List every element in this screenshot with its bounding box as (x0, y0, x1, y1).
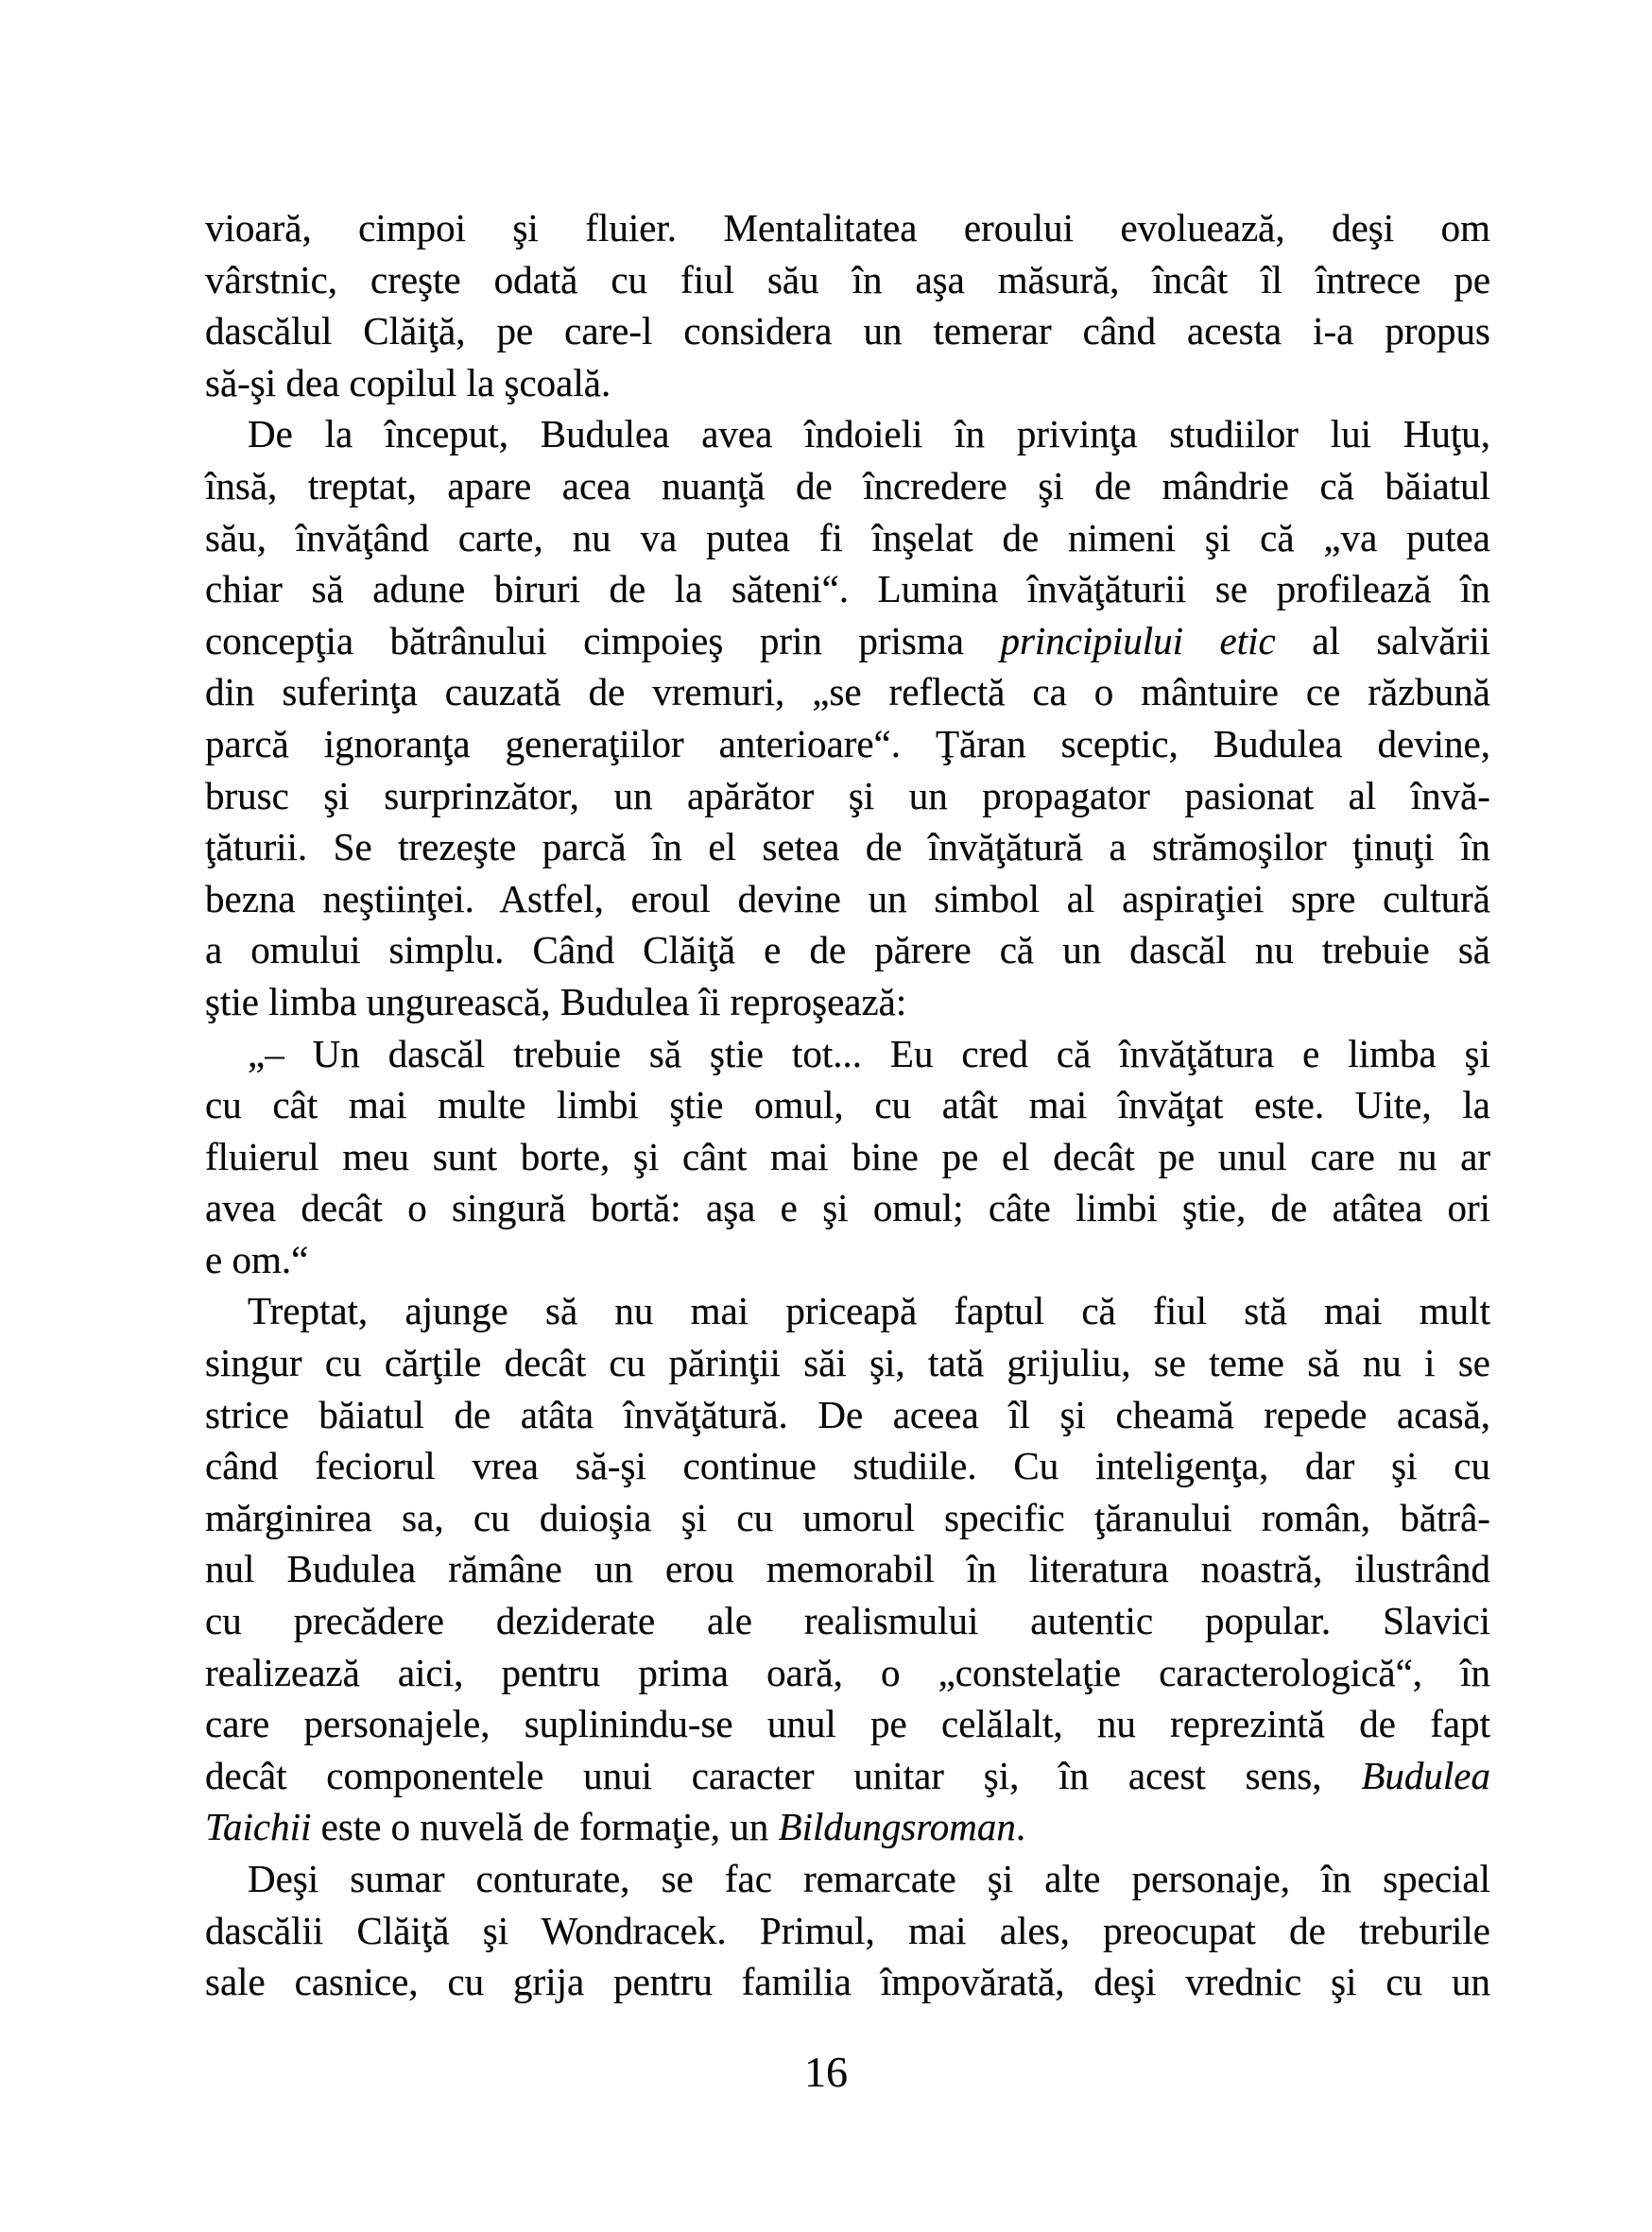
text-segment: ţăturii. Se trezeşte parcă în el setea de învăţătură a strămoşilor ţinuţi în (205, 825, 1491, 869)
text-line-content (205, 1599, 1490, 1642)
italic-text-segment: Bildungsroman (778, 1805, 1016, 1849)
text-segment: Deşi sumar conturate, se fac remarcate şi alte personaje, în special (248, 1857, 1490, 1900)
text-segment: cu precădere deziderate ale realismului autentic popular. Slavici (205, 1599, 1490, 1643)
text-line-content (205, 1754, 1490, 1797)
text-line (205, 1801, 1490, 1853)
text-line-content (205, 567, 1490, 610)
text-line-content (205, 825, 1490, 868)
text-segment: cu cât mai multe limbi ştie omul, cu atât mai învăţat este. Uite, la (205, 1083, 1490, 1127)
text-segment: decât componentele unui caracter unitar şi, în acest sens, (205, 1753, 1362, 1797)
text-line-content (205, 1805, 1025, 1848)
text-line-content (248, 1857, 1490, 1900)
text-line-content (205, 1547, 1490, 1590)
text-segment: este o nuvelă de formaţie, un (311, 1805, 779, 1849)
text-line (205, 1440, 1490, 1492)
text-line (205, 460, 1490, 512)
text-line (205, 615, 1490, 667)
text-line (205, 357, 1490, 409)
text-line-content (205, 206, 1490, 249)
text-segment: dascălii Clăiţă şi Wondracek. Primul, mai ales, preocupat de treburile (205, 1908, 1491, 1952)
text-line (205, 873, 1490, 925)
text-line (205, 1337, 1490, 1389)
text-line (205, 1079, 1490, 1131)
text-segment: fluierul meu sunt borte, şi cânt mai bine pe el decât pe unul care nu ar (205, 1134, 1491, 1178)
text-line (205, 1750, 1490, 1802)
text-segment: nul Budulea rămâne un erou memorabil în literatura noastră, ilustrând (205, 1547, 1491, 1591)
text-line (205, 1647, 1490, 1699)
text-line-content (205, 1960, 1490, 2003)
text-segment: ştie limba ungurească, Budulea îi reproşează: (205, 979, 907, 1023)
text-segment: e om.“ (205, 1237, 309, 1281)
text-line (205, 1182, 1490, 1234)
text-segment: Treptat, ajunge să nu mai priceapă faptul că fiul stă mai mult (248, 1289, 1490, 1333)
text-segment: vioară, cimpoi şi fluier. Mentalitatea eroului evoluează, deşi om (205, 206, 1490, 249)
text-line (205, 1285, 1490, 1337)
text-line (205, 718, 1490, 770)
text-segment: singur cu cărţile decât cu părinţii săi şi, tată grijuliu, se teme să nu i se (205, 1341, 1490, 1385)
text-line-content (205, 1341, 1490, 1384)
text-segment: De la început, Budulea avea îndoieli în privinţa studiilor lui Huţu, (248, 412, 1491, 456)
text-segment: concepţia bătrânului cimpoieş prin prisma (205, 618, 1001, 662)
text-line-content (205, 877, 1490, 920)
text-line (205, 1492, 1490, 1544)
text-line (205, 1389, 1490, 1441)
text-line-content (205, 258, 1490, 301)
text-segment: brusc şi surprinzător, un apărător şi un propagator pasionat al învă- (205, 773, 1490, 817)
text-line-content (205, 1083, 1490, 1126)
text-segment: realizează aici, pentru prima oară, o „constelaţie caracterologică“, în (205, 1650, 1491, 1694)
text-line (205, 821, 1490, 873)
text-line-content (205, 1393, 1490, 1436)
text-line (205, 1698, 1490, 1750)
text-segment: al salvării (1275, 618, 1491, 662)
text-line (205, 202, 1490, 254)
text-line-content (205, 928, 1490, 971)
text-segment: avea decât o singură bortă: aşa e şi omul; câte limbi ştie, de atâtea ori (205, 1186, 1491, 1230)
text-segment: bezna neştiinţei. Astfel, eroul devine un simbol al aspiraţiei spre cultură (205, 876, 1490, 920)
italic-text-segment: Taichii (205, 1805, 312, 1849)
text-line-content (205, 464, 1490, 507)
text-line (205, 305, 1490, 357)
text-line (205, 512, 1490, 564)
text-segment: „– Un dascăl trebuie să ştie tot... Eu cred că învăţătura e limba şi (248, 1031, 1491, 1075)
text-segment: a omului simplu. Când Clăiţă e de părere că un dascăl nu trebuie să (205, 928, 1490, 972)
text-line-content (205, 619, 1490, 662)
text-line-content (205, 1444, 1490, 1487)
text-segment: mărginirea sa, cu duioşia şi cu umorul specific ţăranului român, bătrâ- (205, 1495, 1490, 1539)
text-line (205, 924, 1490, 976)
italic-text-segment: principiului etic (1000, 618, 1276, 662)
text-line (205, 1905, 1490, 1957)
text-line-content (205, 1186, 1490, 1229)
text-line-content (205, 309, 1490, 352)
text-line (205, 770, 1490, 822)
text-segment: sale casnice, cu grija pentru familia împovărată, deşi vrednic şi cu un (205, 1960, 1491, 2004)
text-line (205, 254, 1490, 306)
text-line (205, 1595, 1490, 1647)
text-segment: . (1015, 1805, 1026, 1849)
text-line-content (205, 670, 1490, 713)
text-line (205, 976, 1490, 1028)
text-line (205, 1543, 1490, 1595)
text-line-content (205, 1238, 308, 1281)
text-line-content (205, 1909, 1490, 1952)
text-line-content (205, 1135, 1490, 1178)
text-line-content (205, 1651, 1490, 1694)
text-line (205, 408, 1490, 460)
text-segment: chiar să adune biruri de la săteni“. Lumina învăţăturii se profilează în (205, 567, 1490, 611)
text-line-content (205, 1496, 1490, 1539)
text-line-content (205, 361, 611, 404)
text-segment: din suferinţa cauzată de vremuri, „se reflectă ca o mântuire ce răzbună (205, 670, 1490, 714)
text-segment: vârstnic, creşte odată cu fiul său în aşa măsură, încât îl întrece pe (205, 257, 1491, 301)
text-line-content (248, 1289, 1490, 1332)
body-text (205, 202, 1490, 2008)
text-line-content (205, 1702, 1490, 1745)
text-line (205, 1028, 1490, 1080)
text-line (205, 1956, 1490, 2008)
text-line-content (205, 516, 1490, 559)
text-line (205, 666, 1490, 718)
text-segment: care personajele, suplinindu-se unul pe celălalt, nu reprezintă de fapt (205, 1702, 1490, 1746)
text-line-content (248, 412, 1490, 455)
text-segment: parcă ignoranţa generaţiilor anterioare“. Ţăran sceptic, Budulea devine, (205, 721, 1490, 765)
italic-text-segment: Budulea (1361, 1753, 1490, 1797)
text-line-content (205, 980, 906, 1023)
page-number: 16 (804, 2048, 848, 2096)
text-segment: dascălul Clăiţă, pe care-l considera un temerar când acesta i-a propus (205, 309, 1490, 353)
text-line-content (205, 774, 1490, 817)
text-segment: strice băiatul de atâta învăţătură. De aceea îl şi cheamă repede acasă, (205, 1392, 1490, 1436)
text-line-content (205, 722, 1490, 765)
text-segment: să-şi dea copilul la şcoală. (205, 360, 611, 404)
text-line-content (248, 1032, 1490, 1075)
text-line (205, 1234, 1490, 1286)
text-line (205, 1853, 1490, 1905)
text-segment: său, învăţând carte, nu va putea fi înşelat de nimeni şi că „va putea (205, 515, 1490, 559)
text-segment: însă, treptat, apare acea nuanţă de încredere şi de mândrie că băiatul (205, 463, 1490, 507)
text-line (205, 1131, 1490, 1183)
text-segment: când feciorul vrea să-şi continue studiile. Cu inteligenţa, dar şi cu (205, 1444, 1490, 1488)
text-line (205, 563, 1490, 615)
